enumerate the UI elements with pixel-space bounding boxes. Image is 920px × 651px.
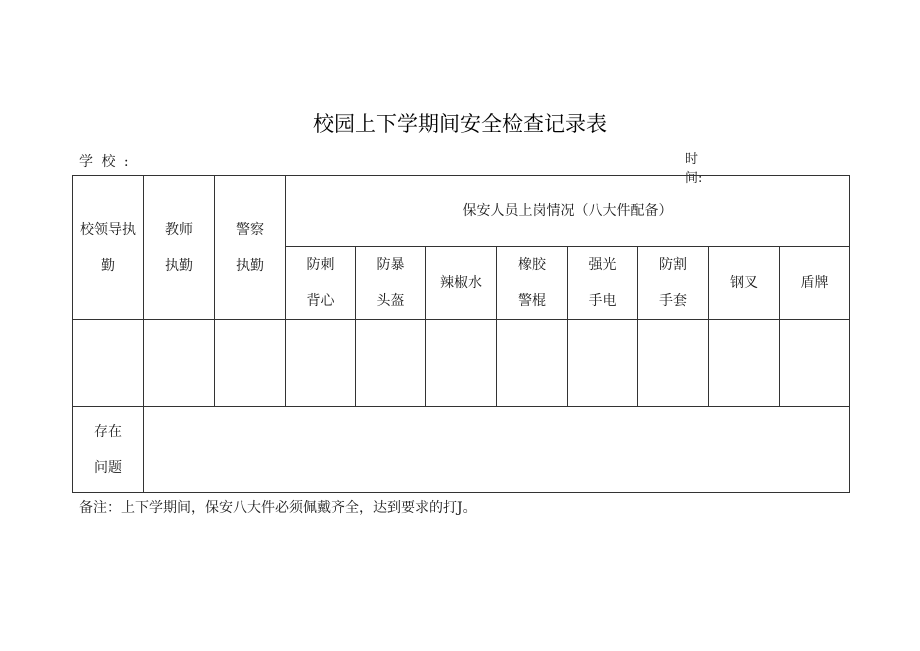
entry-cell[interactable] — [709, 320, 780, 407]
header-flashlight: 强光手电 — [568, 247, 638, 320]
table-row — [73, 320, 850, 407]
header-police-on-duty: 警察执勤 — [215, 176, 286, 320]
header-stab-vest: 防刺背心 — [286, 247, 356, 320]
entry-cell[interactable] — [638, 320, 709, 407]
entry-cell[interactable] — [780, 320, 850, 407]
entry-cell[interactable] — [426, 320, 497, 407]
header-teacher-on-duty: 教师执勤 — [144, 176, 215, 320]
entry-cell[interactable] — [286, 320, 356, 407]
entry-cell[interactable] — [568, 320, 638, 407]
entry-cell[interactable] — [73, 320, 144, 407]
entry-cell[interactable] — [144, 320, 215, 407]
school-label: 学 校 : — [79, 154, 131, 170]
inspection-table — [72, 175, 850, 493]
header-riot-helmet: 防暴头盔 — [356, 247, 426, 320]
header-rubber-baton: 橡胶警棍 — [497, 247, 568, 320]
header-shield: 盾牌 — [780, 247, 850, 320]
entry-cell[interactable] — [356, 320, 426, 407]
header-cut-resistant-gloves: 防割手套 — [638, 247, 709, 320]
header-issues: 存在问题 — [73, 407, 144, 493]
issues-entry-cell[interactable] — [144, 407, 850, 493]
remark-note: 备注：上下学期间，保安八大件必须佩戴齐全，达到要求的打J。 — [79, 500, 477, 516]
header-steel-fork: 钢叉 — [709, 247, 780, 320]
header-pepper-spray: 辣椒水 — [426, 247, 497, 320]
entry-cell[interactable] — [497, 320, 568, 407]
entry-cell[interactable] — [215, 320, 286, 407]
header-security-guard-status: 保安人员上岗情况（八大件配备） — [286, 176, 850, 247]
time-label: 时间: — [685, 152, 703, 186]
header-leader-on-duty: 校领导执勤 — [73, 176, 144, 320]
document-title: 校园上下学期间安全检查记录表 — [313, 112, 607, 136]
